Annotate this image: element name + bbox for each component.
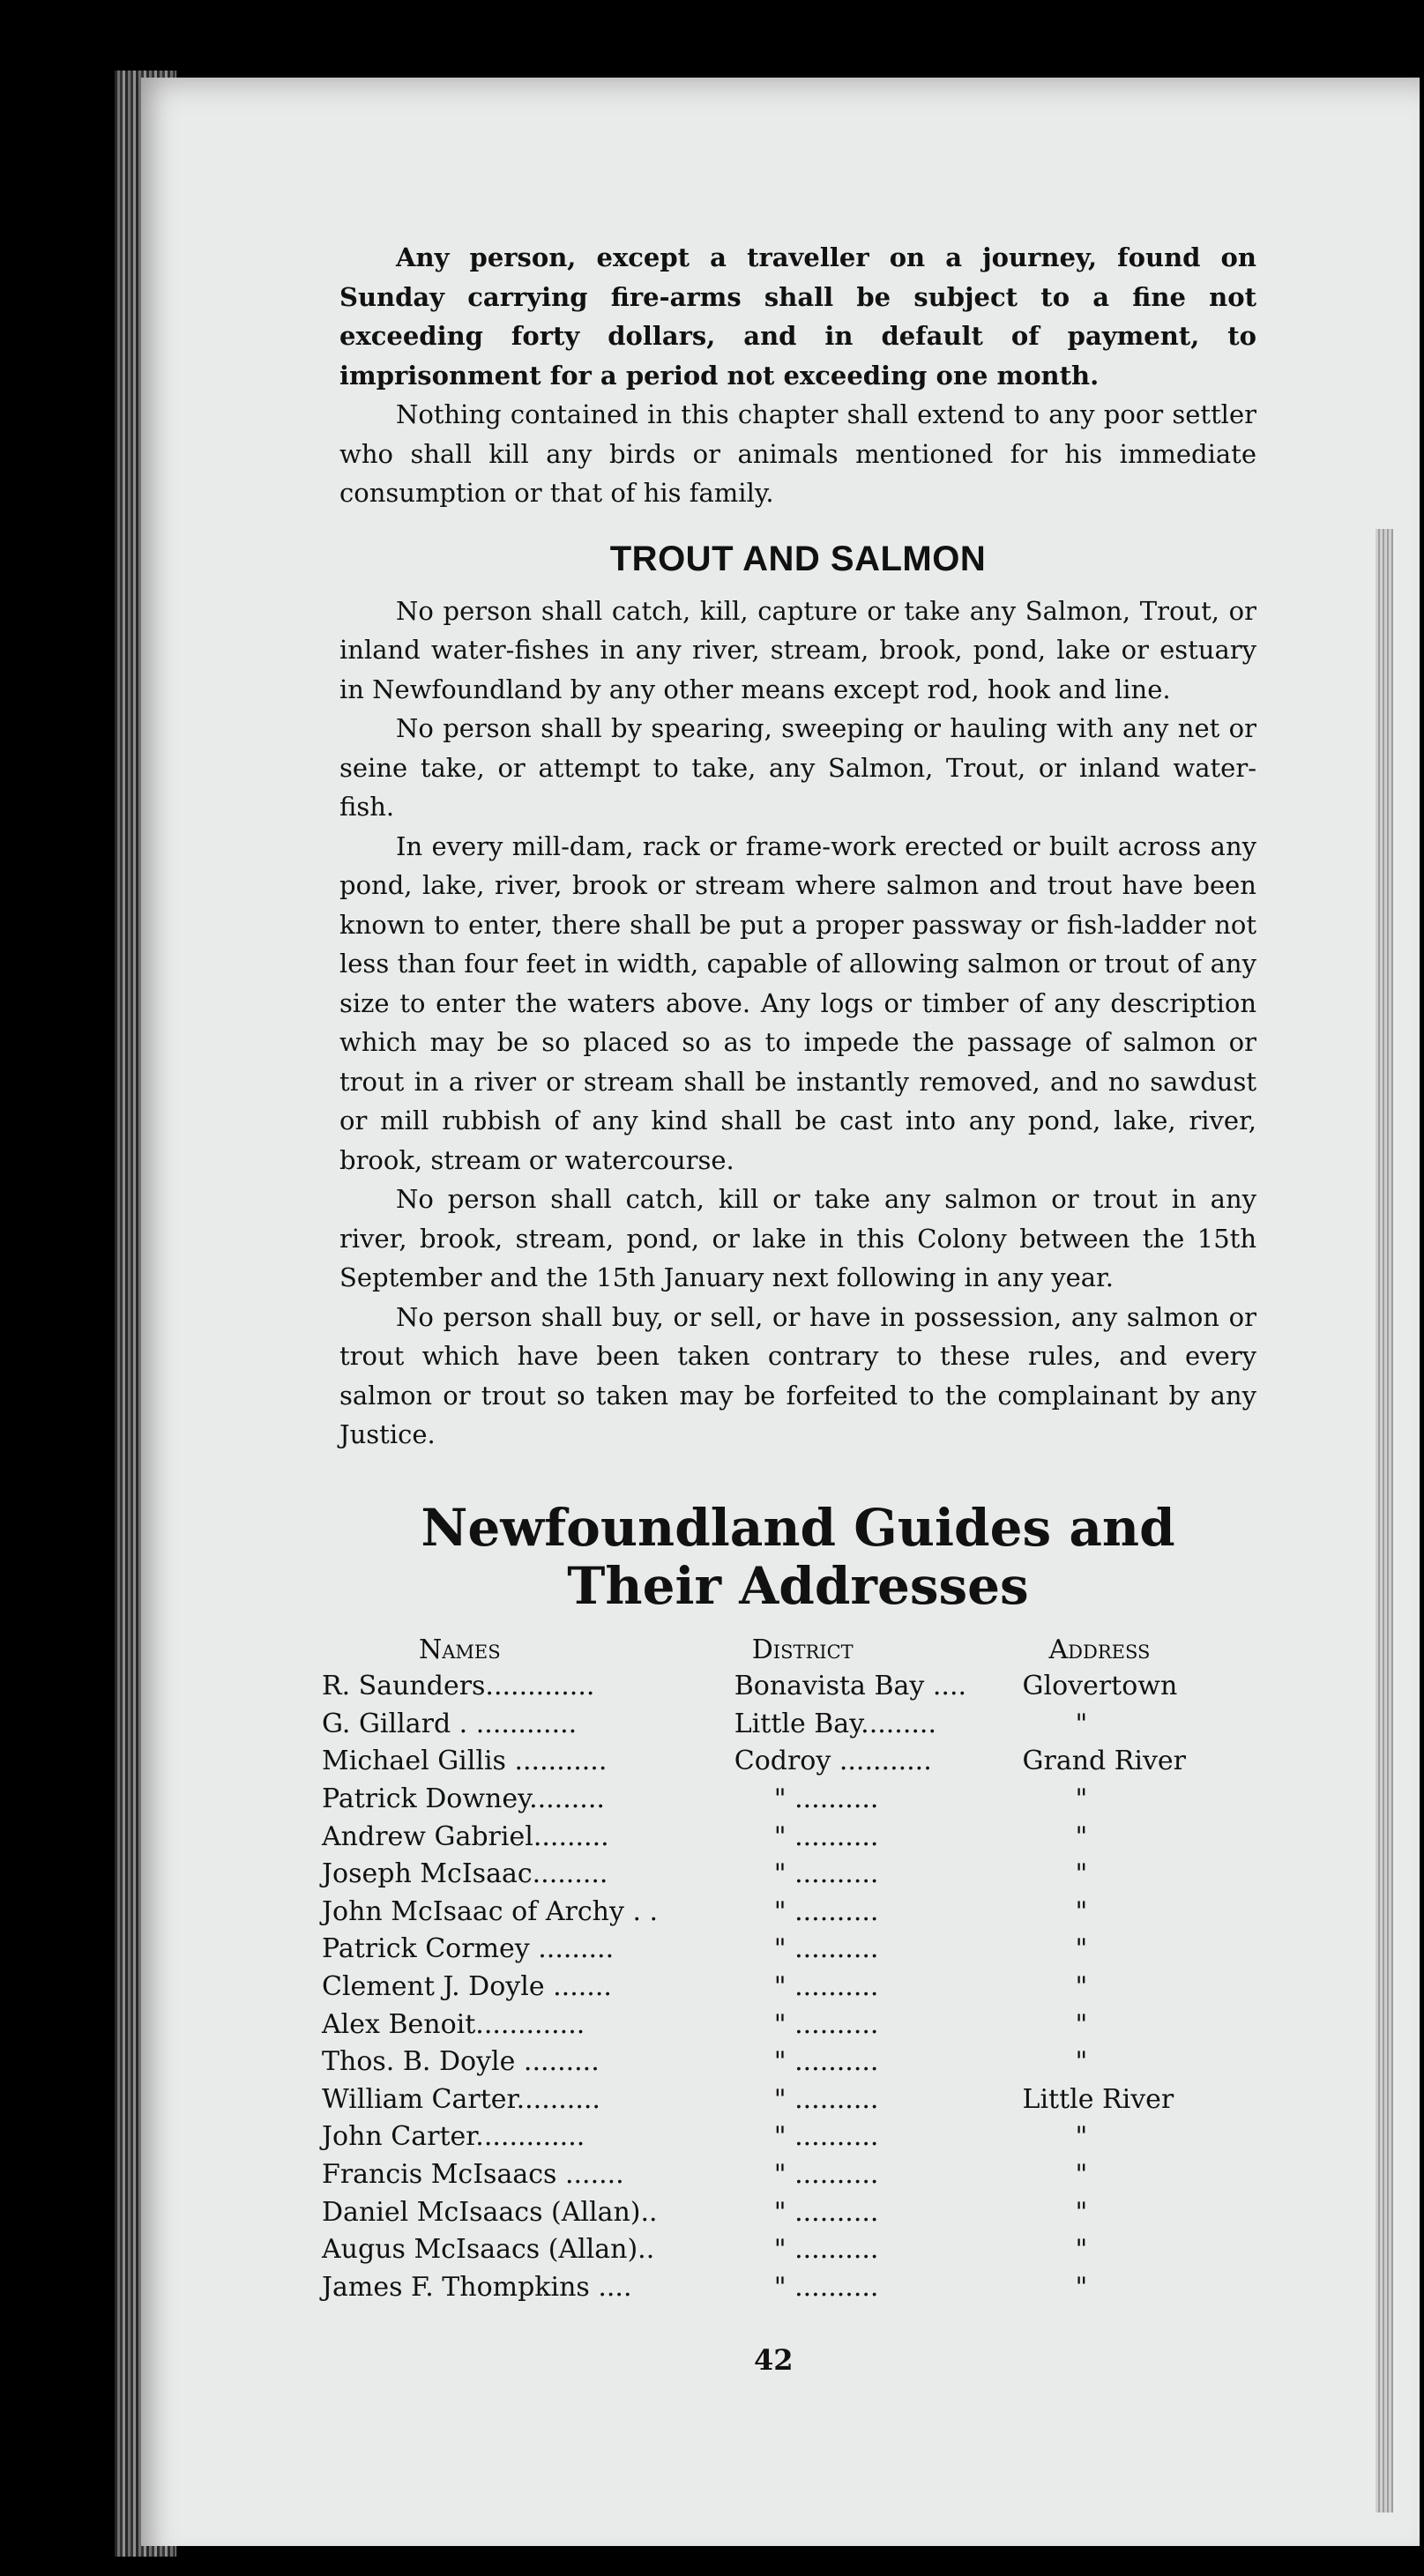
guide-name: Michael Gillis ........... xyxy=(322,1746,608,1777)
page-number: 42 xyxy=(754,2343,794,2377)
game-paragraph-1: Any person, except a traveller on a journey, found on Sunday carrying fire-arms shall be subject to a fine not exceeding forty dollars, and in default of payment, to imprisonment for a period not exceeding one month. xyxy=(339,242,1256,391)
guide-district: " .......... xyxy=(773,2008,879,2040)
table-row xyxy=(322,1855,1186,1893)
guide-district: " .......... xyxy=(773,1783,879,1815)
table-row xyxy=(322,1743,1186,1781)
guide-name: Francis McIsaacs ....... xyxy=(322,2159,624,2191)
guide-address: Little River xyxy=(1022,2083,1174,2115)
guide-address: " xyxy=(1075,1708,1088,1739)
guide-name: Augus McIsaacs (Allan).. xyxy=(322,2234,655,2266)
table-row xyxy=(322,2043,1186,2081)
guide-address: " xyxy=(1075,2046,1088,2078)
guide-district: Little Bay......... xyxy=(734,1708,936,1739)
trout-paragraph-1: No person shall catch, kill, capture or take any Salmon, Trout, or inland water-fishes in any river, stream, brook, pond, lake or estuary in Newfoundland by any other means except rod, hook and line. xyxy=(339,595,1256,704)
guide-district: " .......... xyxy=(773,2083,879,2115)
table-row xyxy=(322,2193,1186,2231)
guides-title-line-2: Their Addresses xyxy=(567,1555,1029,1616)
guide-name: Joseph McIsaac......... xyxy=(322,1858,608,1890)
table-row xyxy=(322,1780,1186,1818)
guides-table-header xyxy=(322,1633,1186,1668)
guide-district: " .......... xyxy=(773,2121,879,2153)
table-row xyxy=(322,1931,1186,1969)
guide-address: Glovertown xyxy=(1022,1671,1178,1702)
guide-district: " .......... xyxy=(773,1895,879,1927)
guide-name: R. Saunders............. xyxy=(322,1671,595,1702)
guide-address: " xyxy=(1075,2008,1088,2040)
page-edge xyxy=(1376,529,1393,2513)
guide-district: " .......... xyxy=(773,2159,879,2191)
header-address: Address xyxy=(1048,1634,1151,1665)
guide-address: " xyxy=(1075,2159,1088,2191)
section-title-trout-salmon: TROUT AND SALMON xyxy=(609,539,987,578)
guides-title-line-1: Newfoundland Guides and xyxy=(421,1497,1175,1558)
trout-paragraph-2: No person shall by spearing, sweeping or hauling with any net or seine take, or attempt to take, any Salmon, Trout, or inland water-fish. xyxy=(339,713,1256,822)
guide-name: William Carter.......... xyxy=(322,2083,600,2115)
guide-district: Bonavista Bay .... xyxy=(734,1671,967,1702)
guide-name: Daniel McIsaacs (Allan).. xyxy=(322,2196,658,2228)
guide-district: " .......... xyxy=(773,2271,879,2303)
guide-address: " xyxy=(1075,1895,1088,1927)
table-row xyxy=(322,2155,1186,2193)
guide-name: Patrick Cormey ......... xyxy=(322,1933,615,1965)
guide-name: Patrick Downey......... xyxy=(322,1783,605,1815)
table-row xyxy=(322,2230,1186,2268)
table-row xyxy=(322,2118,1186,2156)
guide-name: Alex Benoit............. xyxy=(322,2008,585,2040)
guide-name: James F. Thompkins .... xyxy=(322,2271,632,2303)
game-paragraph-2: Nothing contained in this chapter shall extend to any poor settler who shall kill any birds or animals mentioned for his immediate consumption or that of his family. xyxy=(339,399,1256,508)
table-row xyxy=(322,1968,1186,2006)
guide-name: John Carter............. xyxy=(322,2121,585,2153)
guides-table xyxy=(322,1633,1186,2306)
table-row xyxy=(322,2081,1186,2118)
guide-name: Andrew Gabriel......... xyxy=(322,1820,609,1852)
trout-paragraph-4: No person shall catch, kill or take any salmon or trout in any river, brook, stream, pond, or lake in this Colony between the 15th September and the 15th January next following in any year. xyxy=(339,1184,1256,1292)
guide-address: " xyxy=(1075,1820,1088,1852)
guide-name: Clement J. Doyle ....... xyxy=(322,1971,612,2003)
table-row xyxy=(322,1818,1186,1856)
table-row xyxy=(322,2268,1186,2306)
guide-name: Thos. B. Doyle ......... xyxy=(322,2046,600,2078)
page-content xyxy=(322,238,1256,2306)
guide-address: " xyxy=(1075,1933,1088,1965)
guide-district: " .......... xyxy=(773,1858,879,1890)
guide-address: " xyxy=(1075,1858,1088,1890)
header-district: District xyxy=(751,1634,854,1665)
guide-address: " xyxy=(1075,2121,1088,2153)
table-row xyxy=(322,1705,1186,1743)
guide-district: " .......... xyxy=(773,1971,879,2003)
guide-name: John McIsaac of Archy . . xyxy=(322,1895,659,1927)
table-row xyxy=(322,1893,1186,1931)
trout-paragraph-5: No person shall buy, or sell, or have in possession, any salmon or trout which have been taken contrary to these rules, and every salmon or trout so taken may be forfeited to the complainant by any Justice. xyxy=(339,1301,1256,1449)
guide-name: G. Gillard . ............ xyxy=(322,1708,578,1739)
trout-paragraph-3: In every mill-dam, rack or frame-work erected or built across any pond, lake, river, brook or stream where salmon and trout have been known to enter, there shall be put a proper passway or fish-ladder not less than four feet in width, capable of allowing salmon or trout of any size to enter the waters above. Any logs or timber of any description which may be so placed so as to impede the passage of salmon or trout in a river or stream shall be instantly removed, and no sawdust or mill rubbish of any kind shall be cast into any pond, lake, river, brook, stream or watercourse. xyxy=(339,830,1256,1175)
guide-district: " .......... xyxy=(773,2046,879,2078)
guides-title xyxy=(339,1499,1256,1615)
guide-district: Codroy ........... xyxy=(734,1746,932,1777)
guide-district: " .......... xyxy=(773,2234,879,2266)
guide-district: " .......... xyxy=(773,2196,879,2228)
guide-district: " .......... xyxy=(773,1933,879,1965)
table-row xyxy=(322,1668,1186,1706)
guide-address: Grand River xyxy=(1022,1746,1186,1777)
header-names: Names xyxy=(419,1634,501,1665)
guide-address: " xyxy=(1075,2196,1088,2228)
guide-district: " .......... xyxy=(773,1820,879,1852)
guide-address: " xyxy=(1075,1783,1088,1815)
guide-address: " xyxy=(1075,2271,1088,2303)
guide-address: " xyxy=(1075,1971,1088,2003)
table-row xyxy=(322,2006,1186,2044)
guide-address: " xyxy=(1075,2234,1088,2266)
